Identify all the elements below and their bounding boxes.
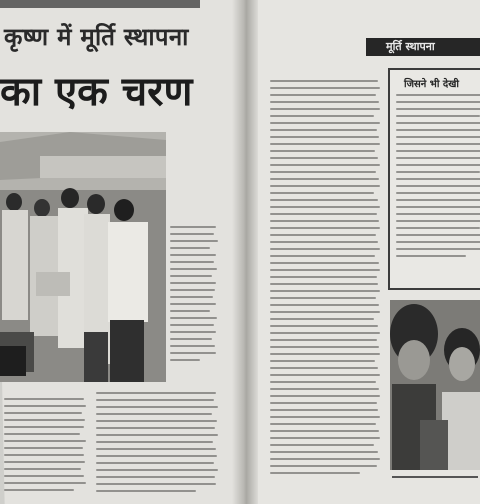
section-label: मूर्ति स्थापना (366, 38, 480, 56)
book-gutter (232, 0, 258, 504)
left-bottom-column-1 (4, 398, 88, 496)
boxed-article (388, 68, 480, 290)
portrait-photo (390, 300, 480, 470)
event-photo (0, 132, 166, 382)
headline-line-1: कृष्ण में मूर्ति स्थापना (4, 23, 189, 51)
headline-line-2: का एक चरण (0, 69, 193, 115)
boxed-article-text (396, 94, 480, 262)
portrait-caption (392, 476, 478, 478)
top-header-strip (0, 0, 200, 8)
right-main-column (270, 80, 382, 479)
event-photo-illustration (0, 132, 166, 382)
left-side-column (170, 226, 220, 366)
boxed-article-title: जिसने भी देखी (404, 79, 459, 90)
left-bottom-column-2 (96, 392, 220, 497)
portrait-photo-illustration (390, 300, 480, 470)
